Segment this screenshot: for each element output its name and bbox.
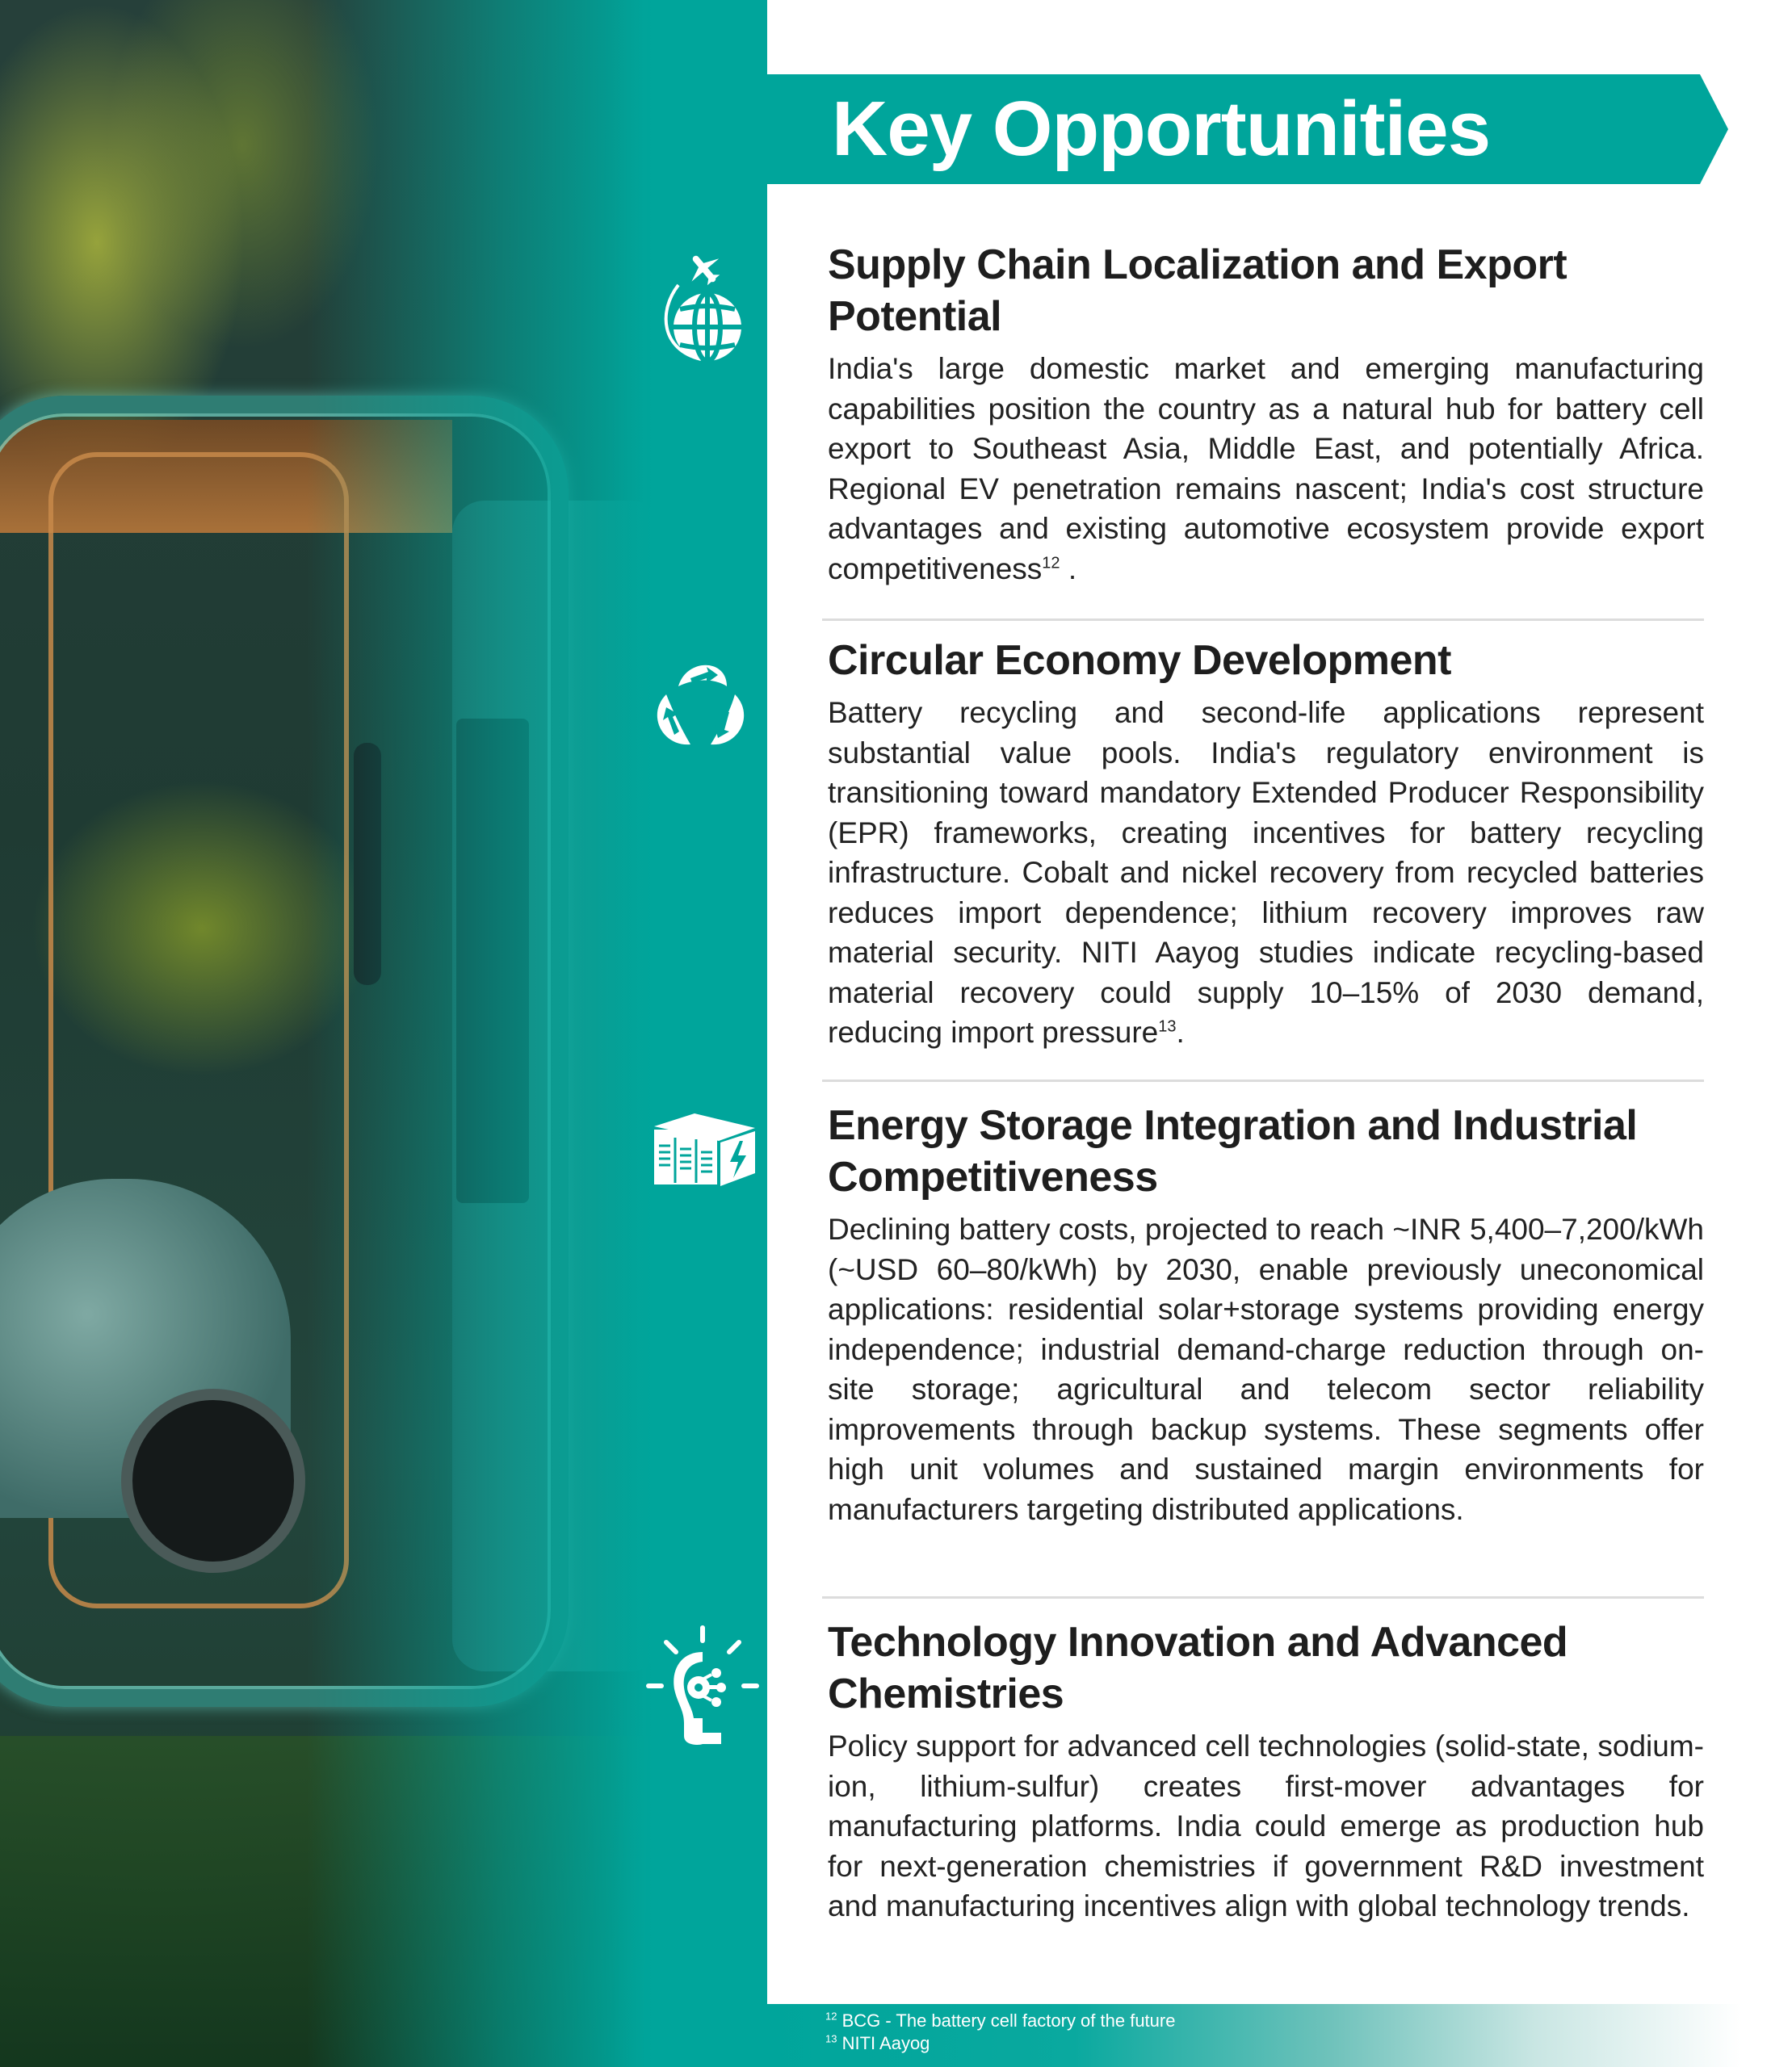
section-heading: Technology Innovation and Advanced Chemistries xyxy=(828,1619,1568,1717)
section-divider xyxy=(822,618,1704,621)
globe-airplane-icon xyxy=(638,242,767,379)
title-banner xyxy=(767,74,1728,184)
section-energy-storage xyxy=(828,1100,1704,1529)
section-heading: Supply Chain Localization and Export Potential xyxy=(828,241,1567,340)
section-divider xyxy=(822,1596,1704,1599)
section-supply-chain xyxy=(828,239,1704,589)
section-divider xyxy=(822,1080,1704,1082)
lightbulb-gear-icon xyxy=(638,1619,767,1756)
section-heading: Energy Storage Integration and Industrial Competitiveness xyxy=(828,1102,1638,1201)
section-heading: Circular Economy Development xyxy=(828,637,1451,684)
section-body: Battery recycling and second-life applications represent substantial value pools. India's regulatory environment is transitioning toward mandatory Extended Producer Responsibility (EPR) frameworks, creating incentives for battery recycling infrastructure. Cobalt and nickel recovery from recycled batteries reduces import dependence; lithium recovery improves raw material security. NITI Aayog studies indicate recycling-based material recovery could supply 10–15% of 2030 demand, reducing import pressure$^{13}$. xyxy=(828,696,1704,1049)
footnote-ref[interactable]: 13 xyxy=(1158,1017,1177,1036)
section-circular-economy xyxy=(828,635,1704,1053)
footnote-ref[interactable]: 12 xyxy=(1042,554,1060,572)
footnotes-band xyxy=(767,2004,1792,2067)
battery-container-icon xyxy=(638,1106,767,1195)
page-title: Key Opportunities xyxy=(832,86,1491,172)
section-body: Declining battery costs, projected to reach ~INR 5,400–7,200/kWh (~USD 60–80/kWh) by 2030, enable previously uneconomical applications: residential solar+storage systems providing energy independence; industrial demand-charge reduction through on-site storage; agricultural and telecom sector reliability improvements through backup systems. These segments offer high unit volumes and sustained margin environments for manufacturers targeting distributed applications. xyxy=(828,1213,1704,1526)
section-body: Policy support for advanced cell technologies (solid-state, sodium-ion, lithium-sulfur) creates first-mover advantages for manufacturing platforms. India could emerge as production hub for next-generation chemistries if government R&D investment and manufacturing incentives align with global technology trends. xyxy=(828,1729,1704,1922)
section-body: India's large domestic market and emerging manufacturing capabilities position the country as a natural hub for battery cell export to Southeast Asia, Middle East, and potentially Africa. Regional EV penetration remains nascent; India's cost structure advantages and existing automotive ecosystem provide export competitiveness$^{12}$ . xyxy=(828,352,1704,585)
footnote-13: $^{13}$ NITI Aayog xyxy=(825,2032,930,2053)
section-technology-innovation xyxy=(828,1616,1704,1927)
footnote-12: $^{12}$ BCG - The battery cell factory of the future xyxy=(825,2010,1176,2031)
recycle-icon xyxy=(638,642,767,763)
